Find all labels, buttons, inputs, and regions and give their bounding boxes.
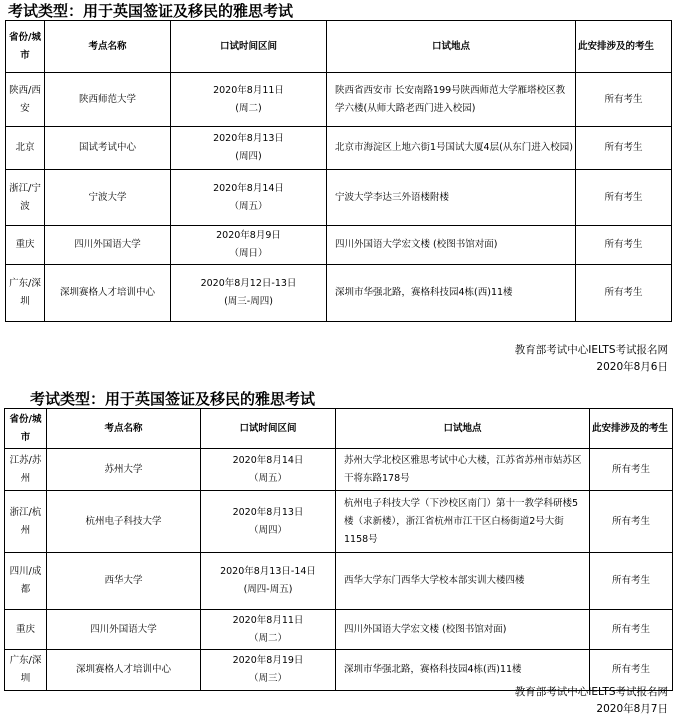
- cell-candidates: 所有考生: [576, 127, 672, 170]
- header-candidates: 此安排涉及的考生: [590, 409, 673, 449]
- cell-date: 2020年8月12日-13日: [200, 278, 297, 289]
- cell-time: [201, 449, 336, 491]
- cell-date: 2020年8月9日: [216, 230, 281, 241]
- cell-date: 2020年8月14日: [232, 454, 304, 466]
- cell-province: 重庆: [6, 226, 45, 265]
- cell-day: （周二）: [248, 632, 287, 644]
- cell-venue: 四川外国语大学: [47, 610, 201, 650]
- cell-province: 四川/成都: [5, 553, 47, 610]
- table-footer: [515, 684, 668, 718]
- section-title: 考试类型：用于英国签证及移民的雅思考试: [30, 390, 316, 408]
- cell-place: 四川外国语大学宏文楼 (校图书馆对面): [336, 610, 590, 650]
- cell-day: （周四）: [248, 524, 287, 536]
- cell-candidates: 所有考生: [590, 610, 673, 650]
- table-header-row: [5, 409, 673, 449]
- cell-date: 2020年8月11日: [213, 84, 284, 96]
- cell-province: 浙江/宁波: [6, 170, 45, 226]
- cell-venue: 四川外国语大学: [45, 226, 171, 265]
- header-place: 口试地点: [336, 409, 590, 449]
- cell-candidates: 所有考生: [590, 449, 673, 491]
- cell-province: 江苏/苏州: [5, 449, 47, 491]
- table-row: [5, 449, 673, 491]
- cell-day: (周四): [235, 151, 262, 162]
- cell-time: [201, 553, 336, 610]
- cell-place: 陕西省西安市 长安南路199号陕西师范大学雁塔校区教学六楼(从师大路老西门进入校园): [327, 73, 576, 127]
- cell-date: 2020年8月13日: [232, 506, 304, 518]
- cell-day: （周三）: [248, 673, 287, 684]
- cell-time: [201, 650, 336, 691]
- cell-time: [201, 610, 336, 650]
- cell-day: （周五）: [229, 200, 268, 212]
- footer-date: 2020年8月6日: [596, 361, 668, 373]
- cell-province: 重庆: [5, 610, 47, 650]
- cell-time: [171, 265, 327, 322]
- footer-source: 教育部考试中心IELTS考试报名网: [514, 686, 668, 698]
- header-time: 口试时间区间: [171, 21, 327, 73]
- section-title: 考试类型：用于英国签证及移民的雅思考试: [8, 2, 294, 20]
- cell-candidates: 所有考生: [590, 650, 673, 691]
- header-province: 省份/城市: [6, 21, 45, 73]
- cell-place: 宁波大学李达三外语楼附楼: [327, 170, 576, 226]
- header-venue: 考点名称: [47, 409, 201, 449]
- table-row: [6, 226, 672, 265]
- cell-venue: 国试考试中心: [45, 127, 171, 170]
- cell-candidates: 所有考生: [576, 226, 672, 265]
- cell-province: 广东/深圳: [5, 650, 47, 691]
- table-row: [6, 170, 672, 226]
- cell-venue: 苏州大学: [47, 449, 201, 491]
- cell-day: （周日）: [229, 248, 268, 259]
- cell-venue: 宁波大学: [45, 170, 171, 226]
- cell-date: 2020年8月13日-14日: [220, 566, 316, 577]
- cell-day: (周三-周四): [224, 296, 273, 307]
- table-row: [5, 553, 673, 610]
- table-row: [6, 265, 672, 322]
- cell-date: 2020年8月11日: [232, 614, 304, 626]
- cell-province: 浙江/杭州: [5, 491, 47, 553]
- cell-candidates: 所有考生: [576, 170, 672, 226]
- table-row: [5, 610, 673, 650]
- cell-place: 杭州电子科技大学（下沙校区南门）第十一教学科研楼5楼（求新楼），浙江省杭州市江干区白杨街道2号大街1158号: [336, 491, 590, 553]
- header-province: 省份/城市: [5, 409, 47, 449]
- cell-candidates: 所有考生: [590, 491, 673, 553]
- table-row: [6, 127, 672, 170]
- cell-time: [171, 127, 327, 170]
- header-candidates: 此安排涉及的考生: [576, 21, 672, 73]
- cell-place: 西华大学东门西华大学校本部实训大楼四楼: [336, 553, 590, 610]
- cell-province: 北京: [6, 127, 45, 170]
- cell-venue: 深圳赛格人才培训中心: [47, 650, 201, 691]
- cell-candidates: 所有考生: [576, 265, 672, 322]
- schedule-table: [4, 408, 673, 691]
- cell-place: 深圳市华强北路，赛格科技园4栋(西)11楼: [336, 650, 590, 691]
- cell-candidates: 所有考生: [590, 553, 673, 610]
- schedule-table: [5, 20, 672, 322]
- cell-venue: 深圳赛格人才培训中心: [45, 265, 171, 322]
- cell-time: [171, 226, 327, 265]
- cell-place: 苏州大学北校区雅思考试中心大楼，江苏省苏州市姑苏区干将东路178号: [336, 449, 590, 491]
- cell-day: (周四-周五): [243, 584, 293, 595]
- cell-date: 2020年8月14日: [213, 182, 284, 194]
- cell-province: 陕西/西安: [6, 73, 45, 127]
- cell-time: [201, 491, 336, 553]
- footer-source: 教育部考试中心IELTS考试报名网: [514, 344, 668, 356]
- cell-day: （周五）: [248, 472, 287, 484]
- cell-venue: 杭州电子科技大学: [47, 491, 201, 553]
- header-place: 口试地点: [327, 21, 576, 73]
- footer-date: 2020年8月7日: [596, 703, 668, 715]
- table-footer: [515, 342, 668, 376]
- cell-place: 深圳市华强北路，赛格科技园4栋(西)11楼: [327, 265, 576, 322]
- cell-venue: 西华大学: [47, 553, 201, 610]
- cell-place: 北京市海淀区上地六街1号国试大厦4层(从东门进入校园): [327, 127, 576, 170]
- cell-time: [171, 170, 327, 226]
- cell-date: 2020年8月13日: [213, 133, 284, 144]
- table-header-row: [6, 21, 672, 73]
- cell-province: 广东/深圳: [6, 265, 45, 322]
- table-row: [6, 73, 672, 127]
- cell-candidates: 所有考生: [576, 73, 672, 127]
- table-row: [5, 491, 673, 553]
- cell-day: (周二): [235, 102, 262, 114]
- header-venue: 考点名称: [45, 21, 171, 73]
- cell-place: 四川外国语大学宏文楼 (校图书馆对面): [327, 226, 576, 265]
- cell-time: [171, 73, 327, 127]
- header-time: 口试时间区间: [201, 409, 336, 449]
- cell-venue: 陕西师范大学: [45, 73, 171, 127]
- cell-date: 2020年8月19日: [232, 655, 304, 666]
